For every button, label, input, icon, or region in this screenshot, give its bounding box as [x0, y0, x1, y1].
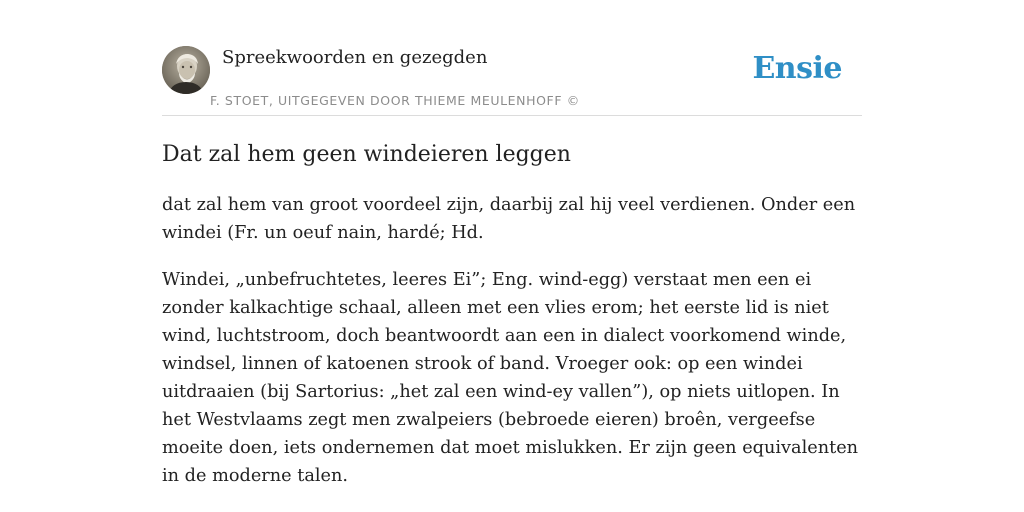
source-credit: F. STOET, UITGEGEVEN DOOR THIEME MEULENHOFF © [210, 93, 580, 108]
entry-paragraph: Windei, „unbefruchtetes, leeres Ei”; Eng. wind-egg) verstaat men een ei zonder kalkachtige schaal, alleen met een vlies erom; het eerste lid is niet wind, luchtstroom, doch beantwoordt aan een in dialect voorkomend winde, windsel, linnen of katoenen strook of band. Vroeger ook: op een windei uitdraaien (bij Sartorius: „het zal een wind-ey vallen”), op niets uitlopen. In het Westvlaams zegt men zwalpeiers (bebroede eieren) broên, vergeefse moeite doen, iets ondernemen dat moet mislukken. Er zijn geen equivalenten in de moderne talen. [162, 270, 859, 486]
header-divider [162, 115, 862, 116]
entry-body [162, 191, 862, 490]
source-title[interactable]: Spreekwoorden en gezegden [222, 47, 488, 68]
entry-content [162, 139, 862, 509]
source-header [162, 46, 862, 114]
entry-title: Dat zal hem geen windeieren leggen [162, 142, 571, 167]
ensie-logo[interactable]: Ensie [752, 51, 842, 86]
author-portrait-icon [162, 46, 210, 94]
entry-paragraph: dat zal hem van groot voordeel zijn, daarbij zal hij veel verdienen. Onder een windei (Fr. un oeuf nain, hardé; Hd. [162, 195, 856, 243]
